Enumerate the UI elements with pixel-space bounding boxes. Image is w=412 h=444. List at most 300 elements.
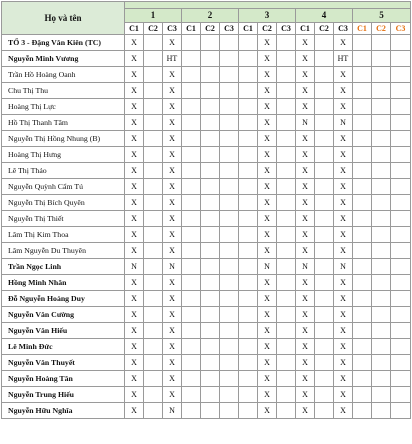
table-row	[2, 211, 411, 227]
attendance-cell: X	[296, 387, 315, 403]
attendance-cell: X	[296, 307, 315, 323]
attendance-cell	[315, 403, 334, 419]
attendance-cell	[372, 51, 391, 67]
attendance-cell: X	[125, 115, 144, 131]
attendance-cell: X	[296, 323, 315, 339]
table-row	[2, 131, 411, 147]
attendance-cell	[239, 275, 258, 291]
attendance-cell: X	[258, 163, 277, 179]
attendance-cell	[144, 35, 163, 51]
table-row	[2, 83, 411, 99]
table-row	[2, 387, 411, 403]
attendance-cell	[391, 99, 411, 115]
attendance-cell	[220, 51, 239, 67]
attendance-cell	[277, 275, 296, 291]
attendance-cell: X	[163, 339, 182, 355]
attendance-cell	[315, 339, 334, 355]
member-name: Nguyễn Quỳnh Cẩm Tú	[2, 179, 125, 195]
attendance-cell	[182, 163, 201, 179]
attendance-cell	[315, 51, 334, 67]
attendance-cell	[144, 339, 163, 355]
attendance-cell	[353, 179, 372, 195]
attendance-cell: X	[334, 403, 353, 419]
sub-column-header: C2	[144, 23, 163, 35]
attendance-cell	[201, 403, 220, 419]
attendance-cell	[144, 211, 163, 227]
attendance-cell	[277, 51, 296, 67]
attendance-cell: X	[163, 35, 182, 51]
member-name: Nguyễn Thị Thiết	[2, 211, 125, 227]
attendance-cell	[391, 259, 411, 275]
attendance-cell	[277, 147, 296, 163]
attendance-cell	[201, 307, 220, 323]
attendance-cell	[182, 131, 201, 147]
attendance-cell	[315, 211, 334, 227]
attendance-cell	[277, 195, 296, 211]
attendance-cell: X	[334, 291, 353, 307]
attendance-cell	[201, 275, 220, 291]
attendance-cell: HT	[163, 51, 182, 67]
attendance-cell	[391, 83, 411, 99]
table-row	[2, 67, 411, 83]
member-name: Lâm Thị Kim Thoa	[2, 227, 125, 243]
attendance-cell	[277, 387, 296, 403]
attendance-cell	[391, 371, 411, 387]
attendance-cell: N	[334, 259, 353, 275]
table-row	[2, 35, 411, 51]
attendance-cell	[277, 211, 296, 227]
attendance-cell: X	[296, 243, 315, 259]
member-name: Nguyễn Hữu Nghĩa	[2, 403, 125, 419]
attendance-cell	[315, 35, 334, 51]
attendance-cell	[220, 355, 239, 371]
attendance-cell	[201, 163, 220, 179]
attendance-cell	[201, 51, 220, 67]
attendance-cell: X	[334, 371, 353, 387]
attendance-cell: X	[163, 179, 182, 195]
attendance-cell	[353, 291, 372, 307]
attendance-cell	[144, 307, 163, 323]
table-row	[2, 339, 411, 355]
attendance-cell	[239, 243, 258, 259]
attendance-cell: X	[334, 179, 353, 195]
attendance-cell	[144, 259, 163, 275]
attendance-cell: X	[125, 387, 144, 403]
attendance-cell	[372, 179, 391, 195]
attendance-cell	[201, 115, 220, 131]
attendance-cell	[201, 371, 220, 387]
attendance-cell: X	[258, 35, 277, 51]
attendance-cell	[277, 355, 296, 371]
member-name: Lê Thị Thảo	[2, 163, 125, 179]
attendance-cell: X	[334, 67, 353, 83]
attendance-cell	[220, 387, 239, 403]
attendance-cell	[220, 147, 239, 163]
attendance-cell	[315, 195, 334, 211]
attendance-cell	[391, 147, 411, 163]
attendance-cell: N	[296, 259, 315, 275]
group-header-5: 5	[353, 9, 411, 23]
attendance-cell	[353, 227, 372, 243]
attendance-cell: X	[296, 275, 315, 291]
attendance-cell	[220, 179, 239, 195]
attendance-cell	[182, 323, 201, 339]
attendance-cell: X	[258, 339, 277, 355]
attendance-cell	[277, 99, 296, 115]
attendance-cell	[201, 131, 220, 147]
attendance-cell	[220, 323, 239, 339]
attendance-cell	[372, 403, 391, 419]
attendance-cell: N	[258, 259, 277, 275]
attendance-cell	[201, 147, 220, 163]
attendance-cell: X	[163, 387, 182, 403]
group-header-3: 3	[239, 9, 296, 23]
attendance-cell	[239, 163, 258, 179]
attendance-cell: X	[296, 195, 315, 211]
attendance-cell: X	[163, 131, 182, 147]
attendance-cell	[220, 163, 239, 179]
attendance-cell	[144, 115, 163, 131]
attendance-cell: X	[258, 195, 277, 211]
attendance-cell: X	[125, 99, 144, 115]
attendance-cell	[239, 195, 258, 211]
table-row	[2, 275, 411, 291]
attendance-cell	[239, 67, 258, 83]
attendance-cell: X	[125, 355, 144, 371]
table-row	[2, 307, 411, 323]
attendance-cell	[315, 83, 334, 99]
attendance-cell	[144, 99, 163, 115]
attendance-cell	[315, 323, 334, 339]
attendance-cell	[391, 51, 411, 67]
attendance-cell	[220, 339, 239, 355]
attendance-cell: X	[258, 179, 277, 195]
table-body	[2, 35, 411, 419]
attendance-table	[1, 1, 411, 419]
member-name: Nguyễn Thị Bích Quyên	[2, 195, 125, 211]
attendance-cell	[220, 211, 239, 227]
attendance-cell	[391, 195, 411, 211]
attendance-cell: X	[163, 355, 182, 371]
attendance-cell	[220, 371, 239, 387]
attendance-cell	[277, 227, 296, 243]
attendance-cell	[239, 323, 258, 339]
attendance-cell	[182, 355, 201, 371]
attendance-cell	[144, 275, 163, 291]
header-top-strip	[125, 2, 411, 9]
attendance-cell	[315, 387, 334, 403]
attendance-cell	[353, 99, 372, 115]
attendance-cell	[201, 99, 220, 115]
attendance-cell	[182, 147, 201, 163]
attendance-cell	[239, 403, 258, 419]
attendance-cell	[277, 243, 296, 259]
attendance-cell	[277, 115, 296, 131]
attendance-cell	[182, 195, 201, 211]
attendance-cell	[391, 307, 411, 323]
sub-column-header: C2	[315, 23, 334, 35]
attendance-cell	[391, 403, 411, 419]
table-row	[2, 323, 411, 339]
attendance-cell: X	[258, 323, 277, 339]
attendance-cell	[144, 147, 163, 163]
attendance-cell	[315, 163, 334, 179]
attendance-cell: X	[258, 291, 277, 307]
attendance-cell	[277, 35, 296, 51]
attendance-cell	[144, 403, 163, 419]
attendance-cell: X	[334, 195, 353, 211]
attendance-cell	[201, 387, 220, 403]
attendance-cell	[353, 163, 372, 179]
attendance-cell	[353, 307, 372, 323]
sub-column-header: C3	[334, 23, 353, 35]
attendance-cell: X	[296, 211, 315, 227]
attendance-cell	[144, 355, 163, 371]
attendance-cell	[239, 339, 258, 355]
attendance-cell	[315, 275, 334, 291]
attendance-cell	[353, 339, 372, 355]
attendance-cell: X	[258, 371, 277, 387]
attendance-cell	[239, 99, 258, 115]
attendance-cell: X	[125, 307, 144, 323]
attendance-cell	[372, 259, 391, 275]
attendance-cell: X	[163, 67, 182, 83]
attendance-cell: X	[296, 179, 315, 195]
member-name: Hoàng Thị Hưng	[2, 147, 125, 163]
attendance-cell: X	[334, 35, 353, 51]
attendance-cell	[315, 259, 334, 275]
attendance-cell	[182, 243, 201, 259]
attendance-cell: X	[334, 339, 353, 355]
attendance-cell	[277, 307, 296, 323]
attendance-cell	[239, 147, 258, 163]
attendance-cell: X	[296, 227, 315, 243]
attendance-cell	[315, 67, 334, 83]
attendance-cell	[353, 51, 372, 67]
attendance-cell: X	[125, 83, 144, 99]
attendance-cell: X	[125, 227, 144, 243]
attendance-cell	[277, 339, 296, 355]
attendance-cell	[220, 115, 239, 131]
group-header-2: 2	[182, 9, 239, 23]
member-name: Nguyễn Trung Hiếu	[2, 387, 125, 403]
attendance-cell	[353, 131, 372, 147]
attendance-cell	[353, 195, 372, 211]
attendance-cell: X	[258, 227, 277, 243]
attendance-cell: X	[125, 163, 144, 179]
attendance-cell	[372, 323, 391, 339]
attendance-cell	[239, 51, 258, 67]
attendance-cell	[353, 371, 372, 387]
attendance-cell	[239, 227, 258, 243]
attendance-cell: X	[258, 243, 277, 259]
attendance-cell	[182, 115, 201, 131]
name-column-header: Họ và tên	[2, 2, 125, 35]
attendance-cell	[182, 291, 201, 307]
attendance-cell	[391, 35, 411, 51]
attendance-cell	[144, 83, 163, 99]
attendance-cell	[372, 275, 391, 291]
attendance-cell	[372, 131, 391, 147]
attendance-cell: X	[296, 355, 315, 371]
attendance-cell: X	[296, 147, 315, 163]
sub-column-header: C2	[201, 23, 220, 35]
attendance-cell: X	[334, 83, 353, 99]
attendance-cell	[201, 259, 220, 275]
attendance-cell	[353, 115, 372, 131]
attendance-cell	[201, 211, 220, 227]
sub-column-header: C3	[391, 23, 411, 35]
group-header-1: 1	[125, 9, 182, 23]
attendance-cell	[315, 115, 334, 131]
attendance-cell	[201, 195, 220, 211]
attendance-cell	[182, 339, 201, 355]
attendance-cell	[277, 371, 296, 387]
attendance-cell: X	[125, 179, 144, 195]
attendance-cell: X	[258, 355, 277, 371]
attendance-cell	[372, 211, 391, 227]
attendance-cell	[391, 243, 411, 259]
attendance-cell	[353, 323, 372, 339]
attendance-cell: X	[296, 371, 315, 387]
attendance-cell	[220, 131, 239, 147]
attendance-cell: X	[296, 35, 315, 51]
attendance-cell: X	[163, 227, 182, 243]
attendance-cell	[201, 35, 220, 51]
attendance-cell	[144, 227, 163, 243]
sub-column-header: C3	[277, 23, 296, 35]
attendance-cell	[353, 275, 372, 291]
attendance-cell	[182, 387, 201, 403]
attendance-cell	[182, 371, 201, 387]
attendance-cell: X	[258, 131, 277, 147]
attendance-cell	[239, 35, 258, 51]
table-row	[2, 371, 411, 387]
attendance-cell	[391, 355, 411, 371]
attendance-cell	[391, 323, 411, 339]
attendance-cell	[239, 387, 258, 403]
attendance-cell	[391, 163, 411, 179]
attendance-cell	[220, 275, 239, 291]
attendance-cell	[144, 51, 163, 67]
attendance-cell	[182, 179, 201, 195]
table-row	[2, 291, 411, 307]
member-name: Hoàng Thị Lực	[2, 99, 125, 115]
attendance-cell	[372, 163, 391, 179]
attendance-cell: X	[163, 307, 182, 323]
member-name: Hồng Minh Nhân	[2, 275, 125, 291]
sub-column-header: C2	[372, 23, 391, 35]
attendance-cell	[239, 179, 258, 195]
attendance-cell: N	[334, 115, 353, 131]
attendance-cell	[372, 371, 391, 387]
attendance-cell: X	[334, 355, 353, 371]
attendance-cell	[372, 83, 391, 99]
attendance-cell	[220, 67, 239, 83]
attendance-cell: X	[296, 51, 315, 67]
attendance-cell	[239, 131, 258, 147]
attendance-cell	[201, 83, 220, 99]
attendance-cell	[315, 307, 334, 323]
sub-column-header: C1	[239, 23, 258, 35]
attendance-cell	[372, 35, 391, 51]
attendance-cell: X	[334, 243, 353, 259]
attendance-cell: X	[125, 243, 144, 259]
sub-column-header: C1	[353, 23, 372, 35]
table-row	[2, 179, 411, 195]
table-row	[2, 259, 411, 275]
attendance-cell	[239, 259, 258, 275]
attendance-cell: X	[163, 115, 182, 131]
member-name: Nguyễn Thị Hồng Nhung (B)	[2, 131, 125, 147]
attendance-cell	[220, 83, 239, 99]
attendance-cell: X	[125, 339, 144, 355]
attendance-cell	[372, 243, 391, 259]
attendance-cell	[391, 227, 411, 243]
member-name: Chu Thị Thu	[2, 83, 125, 99]
attendance-cell	[353, 355, 372, 371]
attendance-cell	[239, 291, 258, 307]
attendance-cell	[353, 243, 372, 259]
attendance-cell	[353, 259, 372, 275]
attendance-cell: N	[163, 259, 182, 275]
attendance-cell	[220, 35, 239, 51]
attendance-cell	[201, 67, 220, 83]
attendance-cell	[201, 323, 220, 339]
attendance-cell	[315, 179, 334, 195]
attendance-cell: X	[334, 163, 353, 179]
attendance-cell	[182, 211, 201, 227]
attendance-cell: X	[163, 291, 182, 307]
attendance-cell: X	[296, 131, 315, 147]
attendance-cell	[391, 339, 411, 355]
attendance-cell	[144, 179, 163, 195]
attendance-cell	[372, 307, 391, 323]
attendance-cell	[315, 243, 334, 259]
attendance-cell	[201, 355, 220, 371]
attendance-cell: X	[163, 323, 182, 339]
attendance-cell	[182, 259, 201, 275]
attendance-cell: X	[258, 51, 277, 67]
attendance-cell: X	[125, 35, 144, 51]
group-header-4: 4	[296, 9, 353, 23]
attendance-cell: X	[334, 323, 353, 339]
attendance-cell	[372, 291, 391, 307]
attendance-cell	[182, 227, 201, 243]
table-row	[2, 163, 411, 179]
table-row	[2, 115, 411, 131]
attendance-cell	[201, 227, 220, 243]
attendance-cell	[372, 387, 391, 403]
attendance-cell	[144, 371, 163, 387]
attendance-cell	[353, 403, 372, 419]
attendance-cell: X	[258, 387, 277, 403]
attendance-cell: X	[258, 403, 277, 419]
attendance-cell	[144, 243, 163, 259]
attendance-cell	[220, 291, 239, 307]
attendance-cell	[182, 51, 201, 67]
attendance-cell: X	[296, 291, 315, 307]
attendance-cell: X	[163, 83, 182, 99]
attendance-cell	[391, 115, 411, 131]
attendance-cell: X	[334, 147, 353, 163]
attendance-cell	[372, 227, 391, 243]
attendance-cell	[277, 179, 296, 195]
attendance-cell	[220, 307, 239, 323]
attendance-cell: X	[163, 99, 182, 115]
attendance-cell	[239, 355, 258, 371]
attendance-cell	[391, 131, 411, 147]
